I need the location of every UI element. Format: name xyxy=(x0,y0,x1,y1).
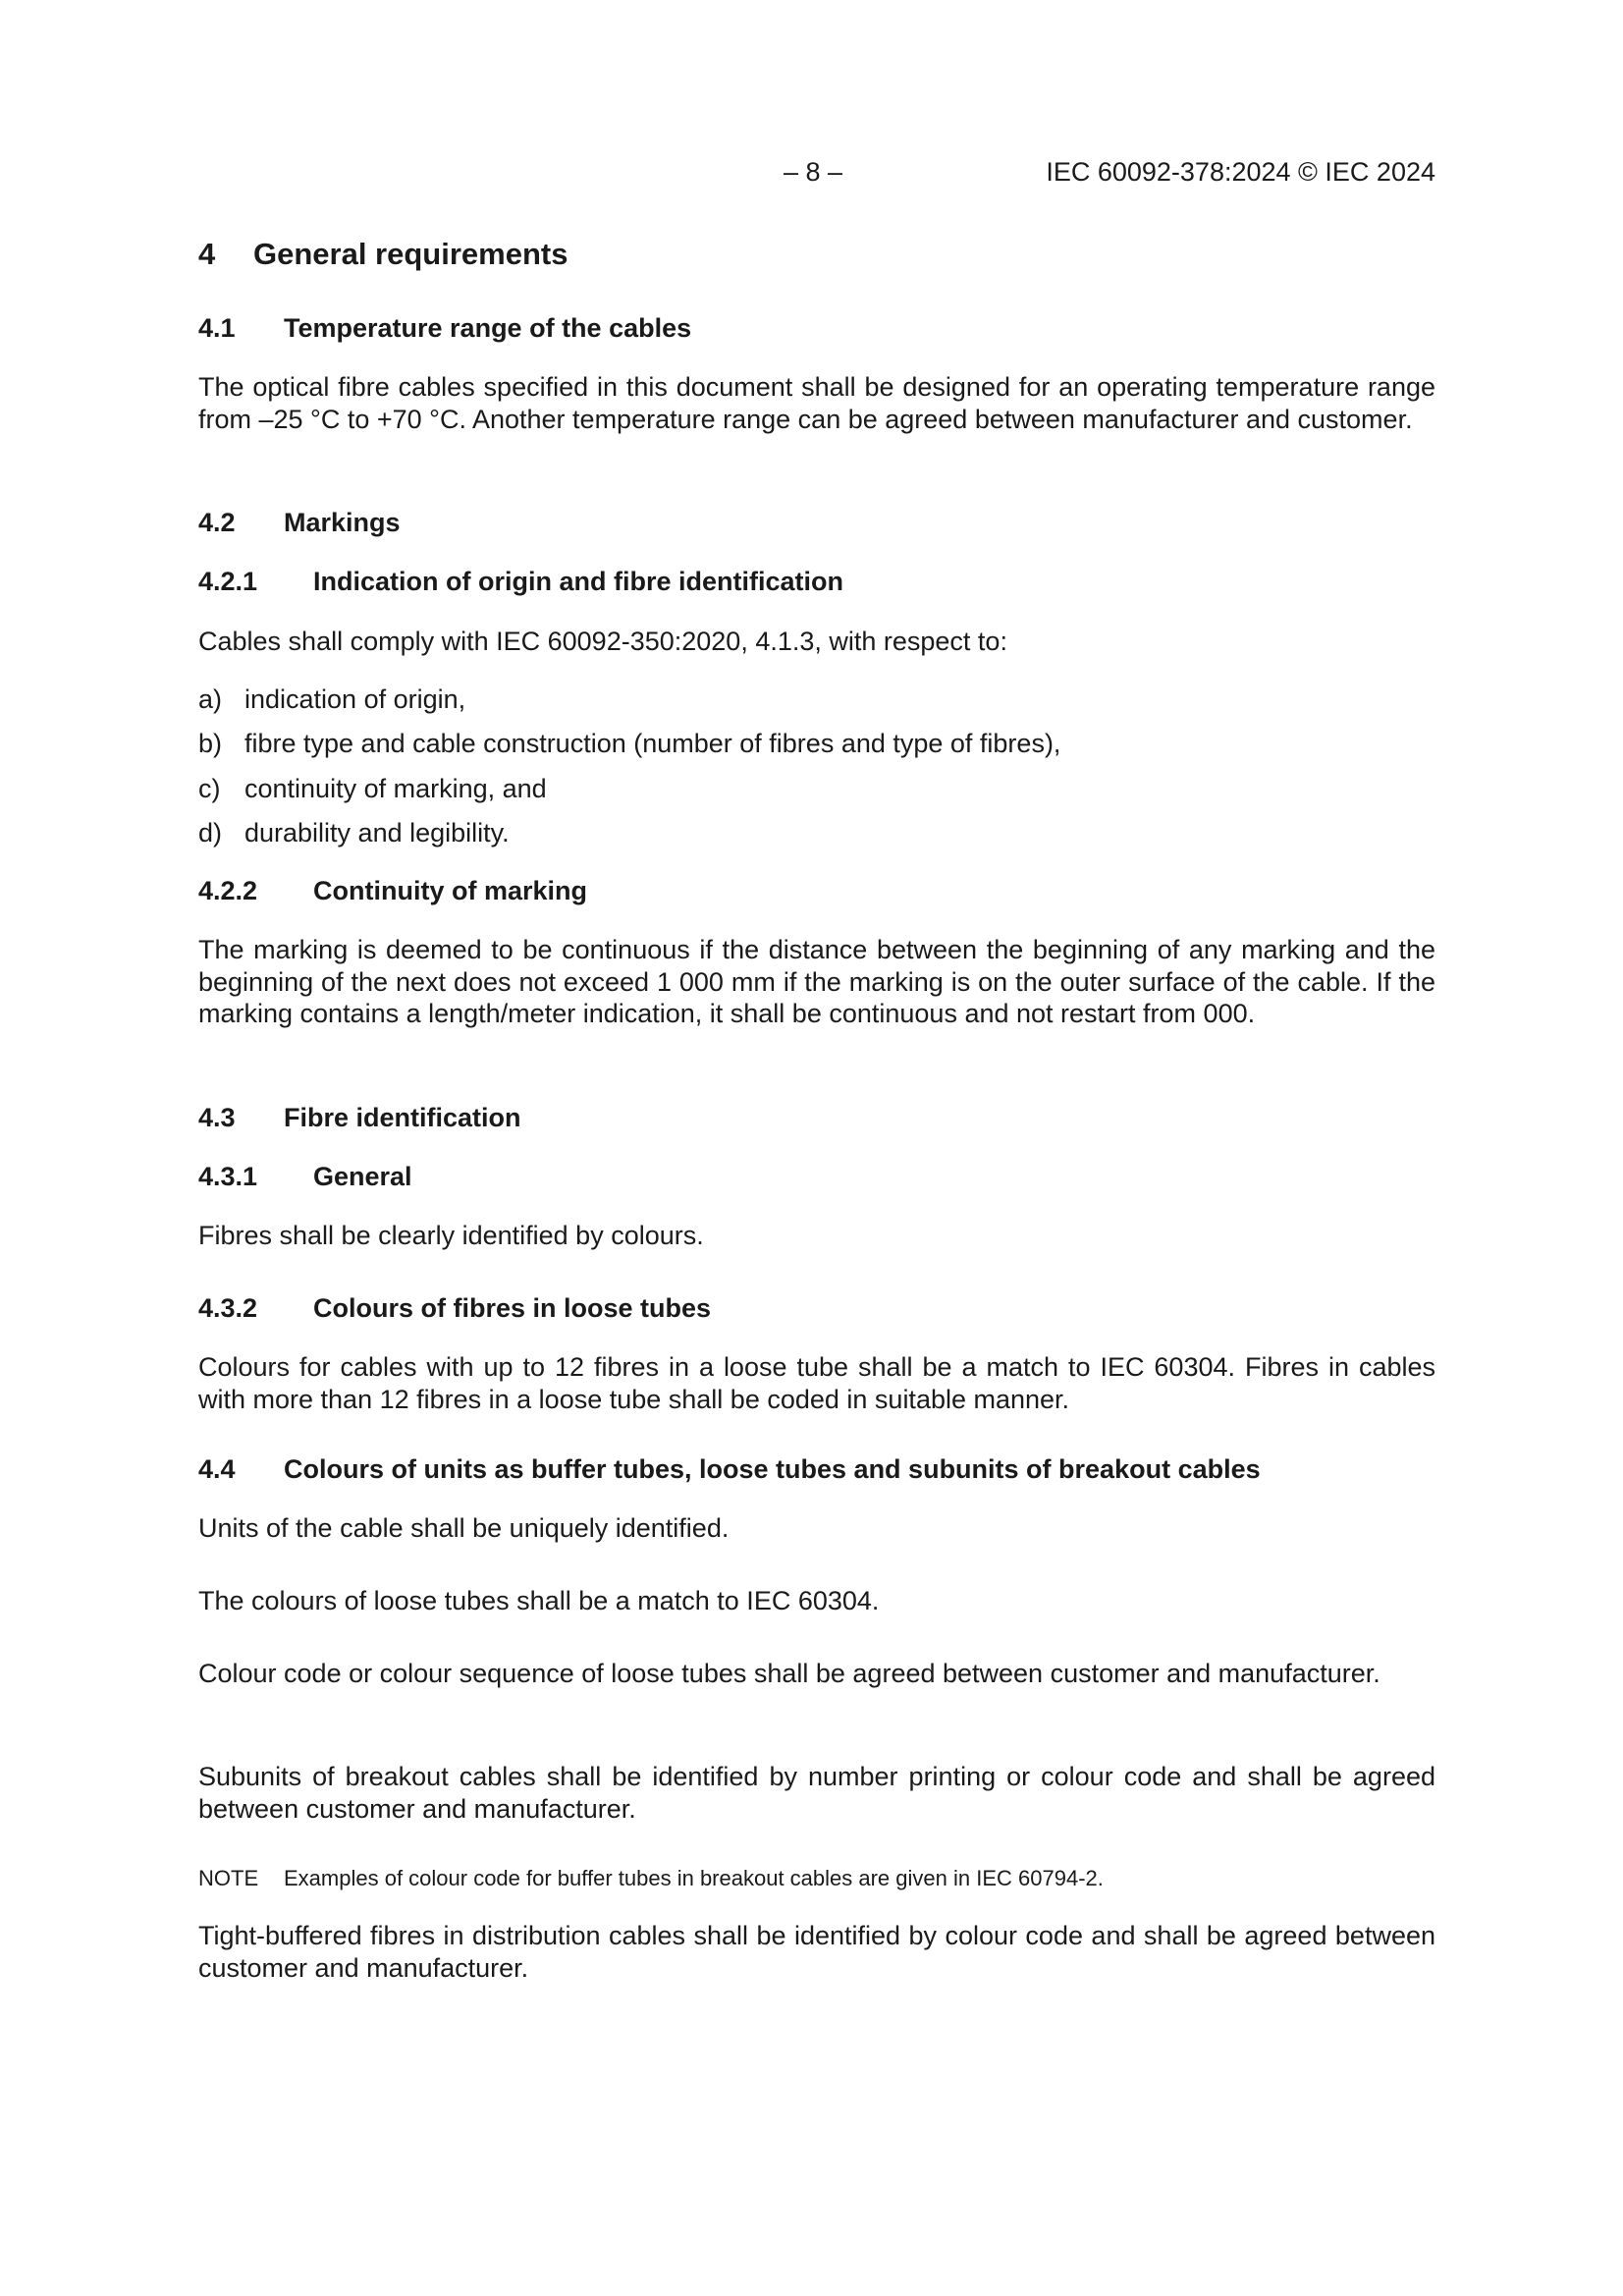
list-text: fibre type and cable construction (number of fibres and type of fibres), xyxy=(244,729,1061,758)
heading-title: Colours of units as buffer tubes, loose tubes and subunits of breakout cables xyxy=(284,1454,1261,1484)
heading-4-1 xyxy=(198,313,1435,344)
paragraph-4-4-2: The colours of loose tubes shall be a match to IEC 60304. xyxy=(198,1586,880,1615)
list-marker: c) xyxy=(198,774,221,803)
heading-number: 4.3.2 xyxy=(198,1293,258,1323)
list-marker: a) xyxy=(198,684,223,714)
paragraph-4-4-5: Tight-buffered fibres in distribution cables shall be identified by colour code and shall be agreed between customer and manufacturer. xyxy=(198,1921,1435,1983)
document-reference: IEC 60092-378:2024 © IEC 2024 xyxy=(1046,157,1435,187)
list-text: indication of origin, xyxy=(244,684,466,714)
paragraph-4-4-4: Subunits of breakout cables shall be identified by number printing or colour code and shall be agreed between customer and manufacturer. xyxy=(198,1762,1435,1824)
heading-4-3-1 xyxy=(198,1162,1435,1192)
heading-4-2-2 xyxy=(198,876,1435,906)
heading-title: Indication of origin and fibre identification xyxy=(313,567,843,596)
page-header xyxy=(198,157,1435,196)
paragraph-4-3-2: Colours for cables with up to 12 fibres in a loose tube shall be a match to IEC 60304. Fibres in cables with more than 12 fibres in a loose tube shall be coded in suitable manner. xyxy=(198,1352,1435,1414)
paragraph-4-1: The optical fibre cables specified in this document shall be designed for an operating temperature range from –25 °C to +70 °C. Another temperature range can be agreed between manufacturer and customer. xyxy=(198,372,1435,434)
paragraph-4-3-1: Fibres shall be clearly identified by colours. xyxy=(198,1221,704,1250)
heading-number: 4.2 xyxy=(198,508,236,537)
heading-number: 4 xyxy=(198,237,216,271)
note-label: NOTE xyxy=(198,1866,259,1890)
heading-title: General requirements xyxy=(253,237,568,271)
heading-4-2-1 xyxy=(198,567,1435,597)
heading-title: Colours of fibres in loose tubes xyxy=(313,1293,712,1323)
heading-4-3 xyxy=(198,1103,1435,1133)
heading-4-4 xyxy=(198,1454,1435,1485)
list-item xyxy=(198,683,1435,715)
list-marker: b) xyxy=(198,729,223,758)
paragraph-4-2-1-intro: Cables shall comply with IEC 60092-350:2020, 4.1.3, with respect to: xyxy=(198,627,1007,656)
list-text: durability and legibility. xyxy=(244,818,510,847)
list-item xyxy=(198,773,1435,804)
paragraph-4-2-2: The marking is deemed to be continuous if the distance between the beginning of any marking and the beginning of the next does not exceed 1 000 mm if the marking is on the outer surface of the cable. If the marking contains a length/meter indication, it shall be continuous and not restart from 000. xyxy=(198,935,1435,1028)
note-text: Examples of colour code for buffer tubes in breakout cables are given in IEC 60794-2. xyxy=(284,1866,1104,1890)
heading-number: 4.4 xyxy=(198,1454,236,1484)
heading-title: Continuity of marking xyxy=(313,876,587,905)
heading-4 xyxy=(198,237,1435,272)
list-item xyxy=(198,728,1435,759)
heading-title: Fibre identification xyxy=(284,1103,521,1132)
heading-number: 4.3.1 xyxy=(198,1162,258,1191)
paragraph-4-4-3: Colour code or colour sequence of loose tubes shall be agreed between customer and manufacturer. xyxy=(198,1659,1380,1688)
heading-number: 4.3 xyxy=(198,1103,236,1132)
paragraph-4-4-1: Units of the cable shall be uniquely identified. xyxy=(198,1513,730,1543)
list-marker: d) xyxy=(198,818,223,847)
heading-4-2 xyxy=(198,508,1435,538)
heading-title: Temperature range of the cables xyxy=(284,313,692,343)
list-text: continuity of marking, and xyxy=(244,774,547,803)
page-number: – 8 – xyxy=(784,157,843,187)
list-item xyxy=(198,817,1435,848)
heading-number: 4.2.1 xyxy=(198,567,258,596)
heading-number: 4.1 xyxy=(198,313,236,343)
note xyxy=(198,1865,1435,1892)
heading-title: Markings xyxy=(284,508,401,537)
heading-number: 4.2.2 xyxy=(198,876,258,905)
heading-4-3-2 xyxy=(198,1293,1435,1324)
heading-title: General xyxy=(313,1162,412,1191)
